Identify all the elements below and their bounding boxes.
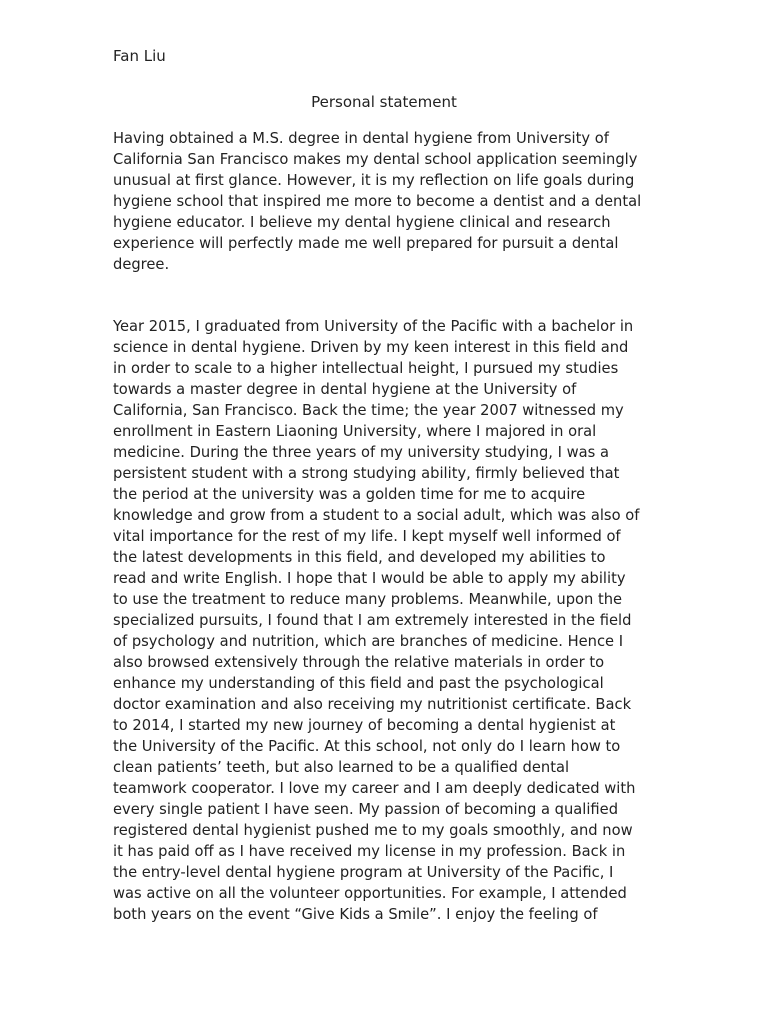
paragraph-line: knowledge and grow from a student to a social adult, which was also of bbox=[113, 507, 640, 524]
paragraph-line: enhance my understanding of this field and past the psychological bbox=[113, 675, 604, 692]
paragraph-line: California, San Francisco. Back the time; the year 2007 witnessed my bbox=[113, 402, 624, 419]
paragraph-line: both years on the event “Give Kids a Smile”. I enjoy the feeling of bbox=[113, 906, 598, 923]
paragraph-line: the latest developments in this field, and developed my abilities to bbox=[113, 549, 606, 566]
paragraph-line: persistent student with a strong studying ability, firmly believed that bbox=[113, 465, 620, 482]
paragraph-line: it has paid off as I have received my license in my profession. Back in bbox=[113, 843, 626, 860]
paragraph-line: unusual at first glance. However, it is my reflection on life goals during bbox=[113, 172, 635, 189]
paragraph-line: hygiene school that inspired me more to become a dentist and a dental bbox=[113, 193, 642, 210]
paragraph-line: enrollment in Eastern Liaoning University, where I majored in oral bbox=[113, 423, 597, 440]
paragraph-introduction bbox=[113, 128, 673, 275]
paragraph-line: clean patients’ teeth, but also learned to be a qualified dental bbox=[113, 759, 570, 776]
paragraph-education bbox=[113, 316, 673, 925]
paragraph-line: the University of the Pacific. At this school, not only do I learn how to bbox=[113, 738, 621, 755]
paragraph-line: in order to scale to a higher intellectual height, I pursued my studies bbox=[113, 360, 619, 377]
paragraph-line: doctor examination and also receiving my nutritionist certificate. Back bbox=[113, 696, 632, 713]
paragraph-line: medicine. During the three years of my university studying, I was a bbox=[113, 444, 609, 461]
paragraph-line: teamwork cooperator. I love my career and I am deeply dedicated with bbox=[113, 780, 636, 797]
paragraph-line: registered dental hygienist pushed me to my goals smoothly, and now bbox=[113, 822, 633, 839]
paragraph-line: vital importance for the rest of my life. I kept myself well informed of bbox=[113, 528, 621, 545]
paragraph-line: specialized pursuits, I found that I am extremely interested in the field bbox=[113, 612, 632, 629]
paragraph-line: to use the treatment to reduce many problems. Meanwhile, upon the bbox=[113, 591, 623, 608]
paragraph-line: also browsed extensively through the relative materials in order to bbox=[113, 654, 605, 671]
paragraph-line: towards a master degree in dental hygiene at the University of bbox=[113, 381, 577, 398]
paragraph-line: Having obtained a M.S. degree in dental hygiene from University of bbox=[113, 130, 609, 147]
paragraph-line: California San Francisco makes my dental school application seemingly bbox=[113, 151, 638, 168]
paragraph-line: science in dental hygiene. Driven by my keen interest in this field and bbox=[113, 339, 629, 356]
paragraph-line: degree. bbox=[113, 256, 170, 273]
paragraph-line: of psychology and nutrition, which are branches of medicine. Hence I bbox=[113, 633, 624, 650]
paragraph-line: the period at the university was a golden time for me to acquire bbox=[113, 486, 586, 503]
paragraph-line: was active on all the volunteer opportunities. For example, I attended bbox=[113, 885, 627, 902]
page-title: Personal statement bbox=[311, 93, 457, 111]
paragraph-line: the entry-level dental hygiene program at University of the Pacific, I bbox=[113, 864, 614, 881]
paragraph-line: read and write English. I hope that I would be able to apply my ability bbox=[113, 570, 626, 587]
author-name: Fan Liu bbox=[113, 47, 166, 65]
paragraph-line: Year 2015, I graduated from University of the Pacific with a bachelor in bbox=[113, 318, 634, 335]
paragraph-line: every single patient I have seen. My passion of becoming a qualified bbox=[113, 801, 619, 818]
paragraph-line: to 2014, I started my new journey of becoming a dental hygienist at bbox=[113, 717, 616, 734]
paragraph-line: experience will perfectly made me well prepared for pursuit a dental bbox=[113, 235, 619, 252]
paragraph-line: hygiene educator. I believe my dental hygiene clinical and research bbox=[113, 214, 611, 231]
